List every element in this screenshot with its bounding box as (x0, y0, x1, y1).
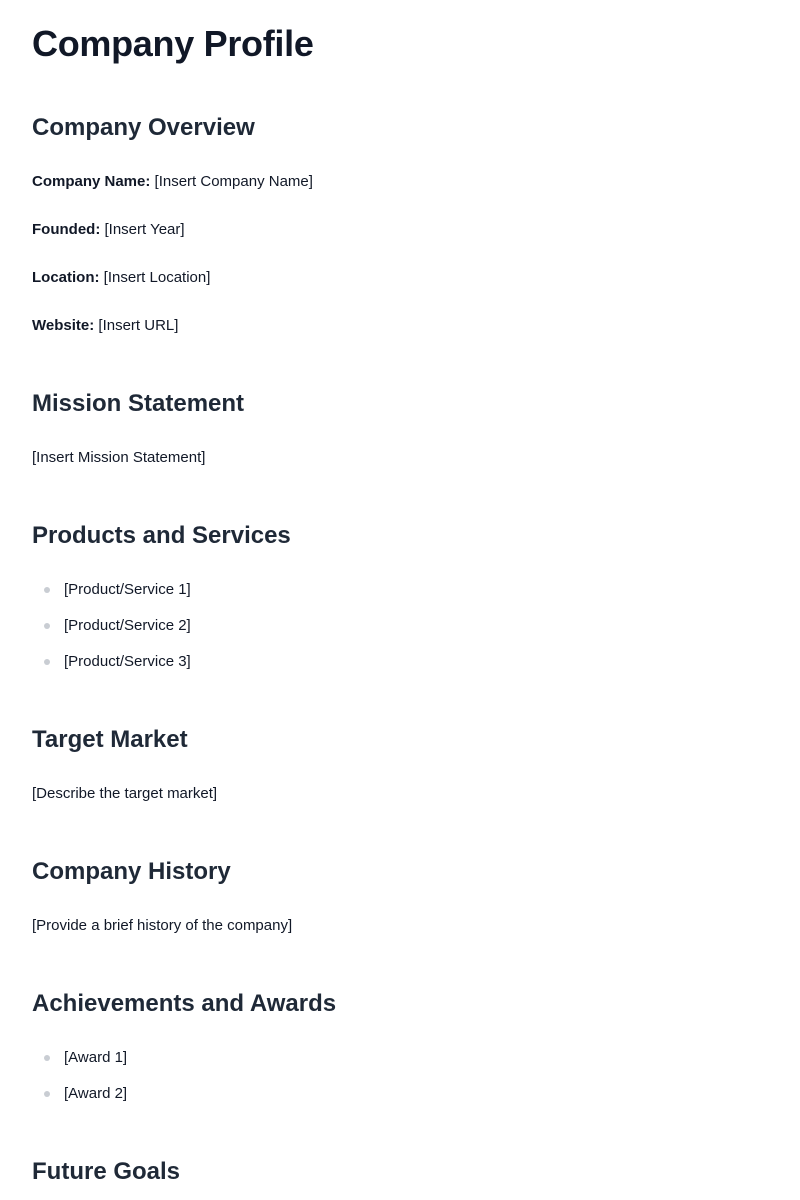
bullet-icon (44, 587, 50, 593)
field-company-name (32, 172, 313, 192)
field-location (32, 268, 210, 288)
list-item: [Product/Service 1] (64, 581, 191, 598)
bullet-icon (44, 1055, 50, 1061)
field-value: [Insert Year] (104, 221, 185, 238)
bullet-icon (44, 659, 50, 665)
field-website (32, 316, 178, 336)
mission-text: [Insert Mission Statement] (32, 449, 206, 466)
bullet-icon (44, 623, 50, 629)
history-text: [Provide a brief history of the company] (32, 917, 293, 934)
field-value: [Insert Location] (103, 269, 211, 286)
section-heading-achievements-awards: Achievements and Awards (32, 990, 337, 1017)
list-item: [Award 2] (64, 1085, 128, 1102)
section-heading-future-goals: Future Goals (32, 1158, 181, 1185)
field-label: Company Name: (32, 173, 151, 190)
field-value: [Insert Company Name] (154, 173, 313, 190)
field-founded (32, 220, 185, 240)
list-item: [Product/Service 3] (64, 653, 191, 670)
section-heading-products-services: Products and Services (32, 522, 291, 549)
section-heading-target-market: Target Market (32, 726, 188, 753)
bullet-icon (44, 1091, 50, 1097)
page-title: Company Profile (32, 23, 314, 64)
field-label: Website: (32, 317, 95, 334)
field-label: Founded: (32, 221, 101, 238)
list-item: [Award 1] (64, 1049, 128, 1066)
target-market-text: [Describe the target market] (32, 785, 218, 802)
section-heading-company-overview: Company Overview (32, 114, 255, 141)
field-label: Location: (32, 269, 100, 286)
section-heading-mission-statement: Mission Statement (32, 390, 245, 417)
field-value: [Insert URL] (98, 317, 179, 334)
list-item: [Product/Service 2] (64, 617, 191, 634)
section-heading-company-history: Company History (32, 858, 231, 885)
